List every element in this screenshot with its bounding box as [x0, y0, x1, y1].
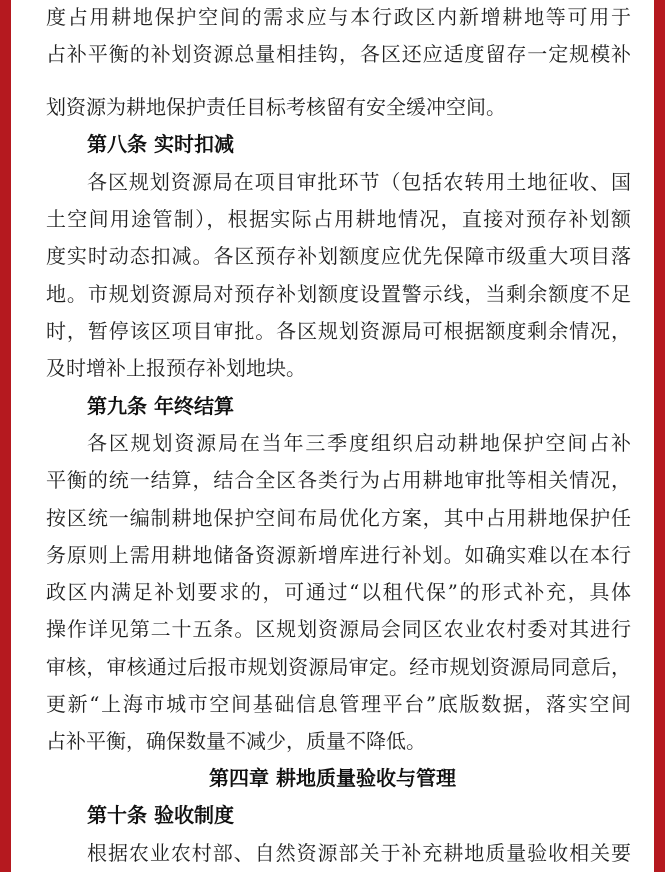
paragraph-line: 划资源为耕地保护责任目标考核留有安全缓冲空间。	[46, 95, 506, 119]
paragraph-line: 更新“上海市城市空间基础信息管理平台”底版数据，落实空间	[46, 692, 631, 716]
paragraph-line: 各区规划资源局在当年三季度组织启动耕地保护空间占补	[87, 431, 631, 455]
paragraph-line: 务原则上需用耕地储备资源新增库进行补划。如确实难以在本行	[46, 543, 631, 567]
chapter-4-title: 第四章 耕地质量验收与管理	[209, 766, 456, 790]
paragraph-line: 地。市规划资源局对预存补划额度设置警示线，当剩余额度不足	[46, 282, 631, 306]
document-page	[11, 0, 654, 872]
paragraph-line: 操作详见第二十五条。区规划资源局会同区农业农村委对其进行	[46, 617, 631, 641]
paragraph-line: 各区规划资源局在项目审批环节（包括农转用土地征收、国	[87, 170, 631, 194]
paragraph-line: 按区统一编制耕地保护空间布局优化方案，其中占用耕地保护任	[46, 506, 631, 530]
paragraph-line: 占补平衡，确保数量不减少，质量不降低。	[46, 729, 426, 753]
paragraph-line: 审核，审核通过后报市规划资源局审定。经市规划资源局同意后，	[46, 655, 631, 679]
paragraph-line: 及时增补上报预存补划地块。	[46, 356, 306, 380]
paragraph-line: 时，暂停该区项目审批。各区规划资源局可根据额度剩余情况，	[46, 319, 631, 343]
paragraph-line: 土空间用途管制），根据实际占用耕地情况，直接对预存补划额	[46, 207, 631, 231]
paragraph-line: 平衡的统一结算，结合全区各类行为占用耕地审批等相关情况，	[46, 468, 631, 492]
paragraph-line: 占补平衡的补划资源总量相挂钩，各区还应适度留存一定规模补	[46, 42, 631, 66]
paragraph-line: 政区内满足补划要求的，可通过“以租代保”的形式补充，具体	[46, 580, 631, 604]
paragraph-line: 根据农业农村部、自然资源部关于补充耕地质量验收相关要	[87, 841, 631, 865]
article-8-heading: 第八条 实时扣减	[87, 132, 234, 156]
paragraph-line: 度占用耕地保护空间的需求应与本行政区内新增耕地等可用于	[46, 5, 631, 29]
article-10-heading: 第十条 验收制度	[87, 803, 234, 827]
paragraph-line: 度实时动态扣减。各区预存补划额度应优先保障市级重大项目落	[46, 244, 631, 268]
article-9-heading: 第九条 年终结算	[87, 394, 234, 418]
